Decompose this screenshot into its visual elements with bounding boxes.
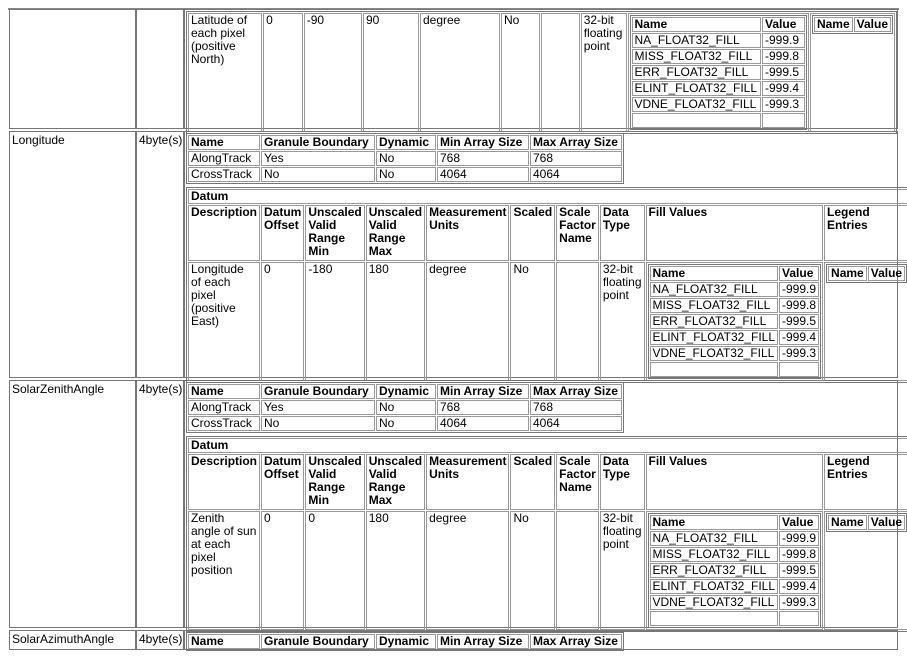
fill-value: -999.8 [779,298,819,313]
dim-row [188,400,622,415]
fill-values-table [648,513,822,628]
dim-name: CrossTrack [188,416,260,431]
datum-description: Latitude of each pixel (positive North) [188,13,262,132]
datum-header-scaled: Scaled [510,454,555,510]
dim-min: 4064 [437,416,529,431]
fill-name-header: Name [650,266,779,281]
datum-header-unscaled-min: Unscaled Valid Range Min [305,454,364,510]
field-row-solarazimuthangle [9,630,898,650]
dim-max: 4064 [530,416,622,431]
datum-header-scaled: Scaled [510,205,555,261]
datum-header-units: Measurement Units [426,454,509,510]
datum-scaled: No [510,511,555,630]
fill-value: -999.9 [779,282,819,297]
dim-header-name: Name [188,634,260,649]
dim-header-dynamic: Dynamic [376,384,436,399]
fill-value: -999.4 [779,579,819,594]
datum-header-unscaled-max: Unscaled Valid Range Max [366,205,425,261]
dim-granule: Yes [261,400,375,415]
fill-empty [779,362,819,377]
fill-name-header: Name [650,515,779,530]
fill-value: -999.5 [779,563,819,578]
field-detail-cell [184,380,903,628]
datum-units: degree [426,262,509,381]
dim-header-name: Name [188,135,260,150]
field-row-solarzenithangle [9,380,903,628]
datum-header-legend: Legend Entries [824,454,907,510]
datum-header-description: Description [188,205,260,261]
fill-value: -999.9 [762,33,805,48]
datum-unscaled-min: -90 [304,13,362,132]
datum-description: Zenith angle of sun at each pixel position [188,511,260,630]
dim-dynamic: No [376,416,436,431]
datum-scale-factor [541,13,580,132]
datum-fill-values [628,13,809,132]
dim-header-name: Name [188,384,260,399]
field-size: 4byte(s) [136,131,184,378]
fill-name: ERR_FLOAT32_FILL [632,65,762,80]
dim-dynamic: No [376,151,436,166]
field-name: SolarZenithAngle [9,380,136,628]
fill-name: ELINT_FLOAT32_FILL [650,330,779,345]
datum-legend [824,262,907,381]
datum-header-fill-values: Fill Values [646,205,824,261]
field-name-cell [9,9,136,129]
datum-legend [810,13,895,132]
datum-title: Datum [188,438,907,453]
dim-header-min: Min Array Size [437,384,529,399]
datum-header-data-type: Data Type [600,205,645,261]
field-detail-cell [184,630,898,650]
datum-title: Datum [188,189,907,204]
fill-value: -999.4 [779,330,819,345]
datum-values-table [186,11,897,134]
dim-max: 768 [530,151,622,166]
field-detail-cell [184,9,898,129]
fill-empty [632,113,762,128]
dim-header-max: Max Array Size [530,634,622,649]
legend-value-header: Value [868,266,905,281]
dim-min: 768 [437,400,529,415]
field-table [8,8,903,648]
dim-header-granule: Granule Boundary [261,135,375,150]
datum-unscaled-max: 90 [363,13,419,132]
dim-row [188,416,622,431]
datum-header-fill-values: Fill Values [646,454,824,510]
datum-description: Longitude of each pixel (positive East) [188,262,260,381]
datum-header-data-type: Data Type [600,454,645,510]
field-size: 4byte(s) [136,380,184,628]
datum-table [186,187,907,383]
datum-header-scale-factor: Scale Factor Name [556,454,599,510]
fill-name: ELINT_FLOAT32_FILL [632,81,762,96]
datum-unscaled-min: 0 [305,511,364,630]
datum-header-units: Measurement Units [426,205,509,261]
legend-table [826,513,907,532]
fill-value: -999.3 [762,97,805,112]
dim-header-granule: Granule Boundary [261,634,375,649]
dim-header-dynamic: Dynamic [376,135,436,150]
datum-offset: 0 [261,511,304,630]
fill-value: -999.5 [762,65,805,80]
fill-value: -999.8 [779,547,819,562]
dimensions-table [186,382,624,433]
datum-row [188,262,907,381]
dim-name: CrossTrack [188,167,260,182]
fill-name: VDNE_FLOAT32_FILL [632,97,762,112]
dim-max: 768 [530,400,622,415]
dim-header-max: Max Array Size [530,135,622,150]
dim-header-min: Min Array Size [437,135,529,150]
datum-units: degree [426,511,509,630]
datum-offset: 0 [263,13,303,132]
fill-name-header: Name [632,17,762,32]
datum-header-description: Description [188,454,260,510]
datum-data-type: 32-bit floating point [600,262,645,381]
legend-value-header: Value [854,17,891,32]
field-detail-cell [184,131,903,378]
datum-units: degree [420,13,500,132]
fill-value: -999.5 [779,314,819,329]
fill-value-header: Value [762,17,805,32]
dim-min: 4064 [437,167,529,182]
fill-values-table [630,15,807,130]
fill-name: MISS_FLOAT32_FILL [650,547,779,562]
field-name: SolarAzimuthAngle [9,630,136,650]
fill-value-header: Value [779,515,819,530]
fill-name: VDNE_FLOAT32_FILL [650,595,779,610]
datum-header-offset: Datum Offset [261,205,304,261]
dim-header-dynamic: Dynamic [376,634,436,649]
dim-row [188,167,622,182]
field-name: Longitude [9,131,136,378]
legend-name-header: Name [828,515,867,530]
fill-name: NA_FLOAT32_FILL [650,282,779,297]
dim-header-granule: Granule Boundary [261,384,375,399]
fill-value: -999.3 [779,346,819,361]
fill-empty [650,362,779,377]
field-size-cell [136,9,184,129]
legend-name-header: Name [814,17,853,32]
fill-name: ELINT_FLOAT32_FILL [650,579,779,594]
legend-name-header: Name [828,266,867,281]
datum-fill-values [646,511,824,630]
fill-value: -999.3 [779,595,819,610]
field-size: 4byte(s) [136,630,184,650]
datum-unscaled-max: 180 [366,511,425,630]
datum-offset: 0 [261,262,304,381]
fill-empty [779,611,819,626]
fill-value: -999.4 [762,81,805,96]
dim-max: 4064 [530,167,622,182]
fill-name: VDNE_FLOAT32_FILL [650,346,779,361]
datum-header-offset: Datum Offset [261,454,304,510]
fill-empty [650,611,779,626]
legend-table [826,264,907,283]
datum-unscaled-max: 180 [366,262,425,381]
fill-empty [762,113,805,128]
datum-scaled: No [501,13,540,132]
dim-granule: Yes [261,151,375,166]
datum-header-legend: Legend Entries [824,205,907,261]
datum-data-type: 32-bit floating point [581,13,627,132]
datum-header-scale-factor: Scale Factor Name [556,205,599,261]
datum-data-type: 32-bit floating point [600,511,645,630]
dim-name: AlongTrack [188,151,260,166]
datum-table [186,436,907,632]
fill-value: -999.8 [762,49,805,64]
datum-legend [824,511,907,630]
dim-min: 768 [437,151,529,166]
legend-table [812,15,893,34]
datum-scale-factor [556,262,599,381]
datum-unscaled-min: -180 [305,262,364,381]
dim-name: AlongTrack [188,400,260,415]
dim-row [188,151,622,166]
dim-granule: No [261,416,375,431]
dimensions-table [186,133,624,184]
datum-scale-factor [556,511,599,630]
datum-row [188,511,907,630]
fill-name: NA_FLOAT32_FILL [632,33,762,48]
dim-header-min: Min Array Size [437,634,529,649]
dimensions-table [186,632,624,651]
dim-dynamic: No [376,400,436,415]
legend-value-header: Value [868,515,905,530]
fill-value: -999.9 [779,531,819,546]
fill-name: ERR_FLOAT32_FILL [650,563,779,578]
fill-name: ERR_FLOAT32_FILL [650,314,779,329]
fill-name: MISS_FLOAT32_FILL [632,49,762,64]
fill-name: NA_FLOAT32_FILL [650,531,779,546]
datum-header-unscaled-max: Unscaled Valid Range Max [366,454,425,510]
field-row-longitude [9,131,903,378]
fill-name: MISS_FLOAT32_FILL [650,298,779,313]
dim-granule: No [261,167,375,182]
fill-values-table [648,264,822,379]
datum-fill-values [646,262,824,381]
dim-dynamic: No [376,167,436,182]
datum-scaled: No [510,262,555,381]
latitude-continuation-row [9,9,898,129]
fill-value-header: Value [779,266,819,281]
datum-header-unscaled-min: Unscaled Valid Range Min [305,205,364,261]
dim-header-max: Max Array Size [530,384,622,399]
